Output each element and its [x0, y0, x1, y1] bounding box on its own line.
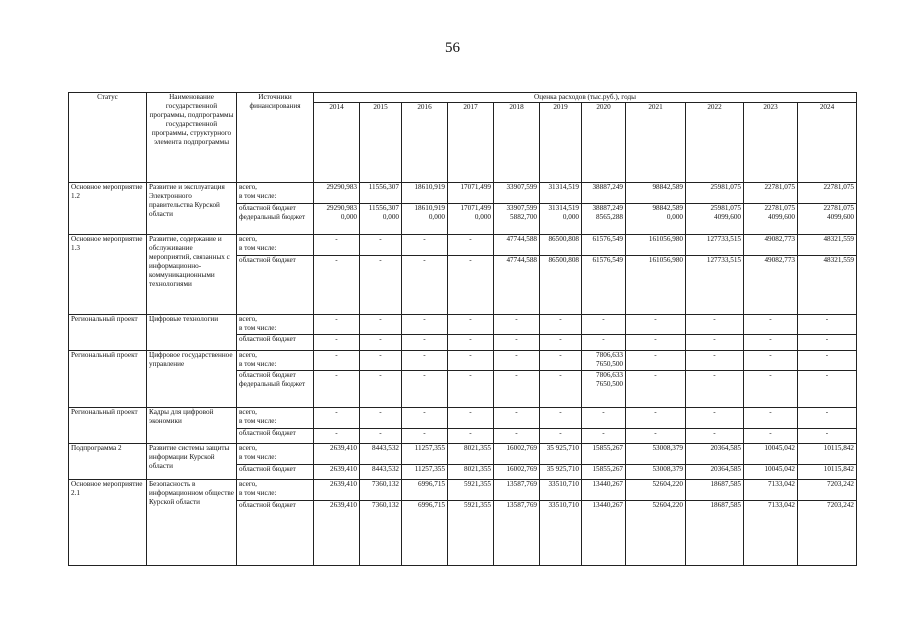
value-cell: 13440,267: [582, 500, 626, 565]
value-cell: -: [402, 371, 448, 408]
row-name: Цифровое государственное управление: [147, 350, 237, 408]
value-cell: -: [494, 428, 540, 443]
value-cell: -: [540, 408, 582, 429]
value-cell: 7360,132: [360, 500, 402, 565]
table-row: [69, 444, 857, 465]
value-cell: -: [314, 350, 360, 371]
value-cell: 22781,075: [798, 183, 857, 204]
value-cell: -: [798, 428, 857, 443]
value-cell: 29290,983 0,000: [314, 203, 360, 235]
value-cell: -: [744, 428, 798, 443]
value-cell: 48321,559: [798, 255, 857, 314]
value-cell: -: [744, 408, 798, 429]
value-cell: 18687,585: [686, 479, 744, 500]
value-cell: 10045,042: [744, 464, 798, 479]
value-cell: 18687,585: [686, 500, 744, 565]
value-cell: 10115,842: [798, 464, 857, 479]
value-cell: 5921,355: [448, 479, 494, 500]
row-status: Основное мероприятие 1.2: [69, 183, 147, 235]
value-cell: -: [540, 314, 582, 335]
value-cell: -: [626, 408, 686, 429]
value-cell: -: [314, 235, 360, 256]
value-cell: -: [540, 335, 582, 350]
value-cell: 38887,249: [582, 183, 626, 204]
value-cell: -: [360, 314, 402, 335]
row-source: всего, в том числе:: [237, 479, 314, 500]
value-cell: -: [626, 314, 686, 335]
value-cell: 25981,075: [686, 183, 744, 204]
value-cell: 7133,042: [744, 500, 798, 565]
value-cell: 52604,220: [626, 500, 686, 565]
header-year: 2021: [626, 103, 686, 183]
value-cell: 10045,042: [744, 444, 798, 465]
row-source: областной бюджет: [237, 500, 314, 565]
table-row: [69, 408, 857, 429]
value-cell: 33907,599: [494, 183, 540, 204]
table-row: [69, 235, 857, 256]
row-source: всего, в том числе:: [237, 314, 314, 335]
row-source: всего, в том числе:: [237, 183, 314, 204]
header-year: 2022: [686, 103, 744, 183]
value-cell: 29290,983: [314, 183, 360, 204]
value-cell: -: [494, 314, 540, 335]
value-cell: -: [686, 428, 744, 443]
value-cell: -: [402, 255, 448, 314]
value-cell: 8443,532: [360, 464, 402, 479]
value-cell: -: [448, 335, 494, 350]
value-cell: -: [448, 235, 494, 256]
value-cell: 33907,599 5882,700: [494, 203, 540, 235]
row-status: Основное мероприятие 1.3: [69, 235, 147, 314]
value-cell: -: [744, 314, 798, 335]
value-cell: -: [314, 428, 360, 443]
value-cell: -: [360, 335, 402, 350]
value-cell: 52604,220: [626, 479, 686, 500]
header-sources: Источники финансирования: [237, 93, 314, 183]
value-cell: 13440,267: [582, 479, 626, 500]
value-cell: 22781,075 4099,600: [744, 203, 798, 235]
header-year: 2018: [494, 103, 540, 183]
table-row: [69, 183, 857, 204]
value-cell: -: [626, 371, 686, 408]
value-cell: -: [360, 428, 402, 443]
value-cell: 20364,585: [686, 444, 744, 465]
value-cell: -: [402, 235, 448, 256]
value-cell: -: [448, 350, 494, 371]
value-cell: 127733,515: [686, 255, 744, 314]
value-cell: -: [582, 335, 626, 350]
value-cell: 7806,633 7650,500: [582, 350, 626, 371]
value-cell: 15855,267: [582, 464, 626, 479]
header-year: 2019: [540, 103, 582, 183]
value-cell: 2639,410: [314, 479, 360, 500]
value-cell: -: [448, 314, 494, 335]
value-cell: 8021,355: [448, 464, 494, 479]
value-cell: 11556,307 0,000: [360, 203, 402, 235]
value-cell: -: [686, 314, 744, 335]
value-cell: -: [540, 371, 582, 408]
value-cell: 35 925,710: [540, 444, 582, 465]
value-cell: 98842,589 0,000: [626, 203, 686, 235]
header-year: 2016: [402, 103, 448, 183]
value-cell: -: [494, 371, 540, 408]
value-cell: -: [686, 408, 744, 429]
value-cell: 11257,355: [402, 444, 448, 465]
value-cell: -: [402, 314, 448, 335]
value-cell: 53008,379: [626, 444, 686, 465]
value-cell: 6996,715: [402, 500, 448, 565]
header-year: 2024: [798, 103, 857, 183]
value-cell: 18610,919: [402, 183, 448, 204]
value-cell: -: [798, 408, 857, 429]
value-cell: -: [540, 428, 582, 443]
value-cell: -: [360, 255, 402, 314]
value-cell: 16002,769: [494, 444, 540, 465]
value-cell: 61576,549: [582, 235, 626, 256]
row-name: Безопасность в информационном обществе Курской области: [147, 479, 237, 565]
row-name: Развитие и эксплуатация Электронного правительства Курской области: [147, 183, 237, 235]
row-status: Региональный проект: [69, 314, 147, 350]
value-cell: 161056,980: [626, 235, 686, 256]
value-cell: -: [686, 350, 744, 371]
value-cell: -: [582, 314, 626, 335]
value-cell: -: [314, 408, 360, 429]
row-status: Региональный проект: [69, 350, 147, 408]
value-cell: -: [626, 335, 686, 350]
value-cell: 7203,242: [798, 500, 857, 565]
value-cell: 6996,715: [402, 479, 448, 500]
value-cell: 2639,410: [314, 500, 360, 565]
value-cell: -: [798, 314, 857, 335]
table-row: [69, 314, 857, 335]
value-cell: -: [798, 335, 857, 350]
value-cell: -: [360, 235, 402, 256]
value-cell: 48321,559: [798, 235, 857, 256]
row-source: областной бюджет: [237, 255, 314, 314]
value-cell: 31314,519: [540, 183, 582, 204]
value-cell: 33510,710: [540, 500, 582, 565]
row-name: Цифровые технологии: [147, 314, 237, 350]
row-source: областной бюджет федеральный бюджет: [237, 203, 314, 235]
value-cell: 49082,773: [744, 255, 798, 314]
row-name: Развитие системы защиты информации Курской области: [147, 444, 237, 480]
row-source: областной бюджет федеральный бюджет: [237, 371, 314, 408]
value-cell: -: [626, 350, 686, 371]
value-cell: 22781,075: [744, 183, 798, 204]
value-cell: 22781,075 4099,600: [798, 203, 857, 235]
value-cell: -: [314, 255, 360, 314]
value-cell: -: [314, 314, 360, 335]
header-estimate: Оценка расходов (тыс.руб.), годы: [314, 93, 857, 103]
row-name: Развитие, содержание и обслуживание мероприятий, связанных с информационно-коммуникационными технологиями: [147, 235, 237, 314]
row-source: областной бюджет: [237, 335, 314, 350]
value-cell: 11556,307: [360, 183, 402, 204]
value-cell: 10115,842: [798, 444, 857, 465]
header-year: 2015: [360, 103, 402, 183]
value-cell: -: [494, 350, 540, 371]
value-cell: 17071,499 0,000: [448, 203, 494, 235]
value-cell: -: [582, 428, 626, 443]
value-cell: 17071,499: [448, 183, 494, 204]
row-status: Региональный проект: [69, 408, 147, 444]
value-cell: -: [686, 371, 744, 408]
value-cell: 7806,633 7650,500: [582, 371, 626, 408]
value-cell: -: [402, 428, 448, 443]
value-cell: 20364,585: [686, 464, 744, 479]
header-year: 2017: [448, 103, 494, 183]
header-status: Статус: [69, 93, 147, 183]
value-cell: 98842,589: [626, 183, 686, 204]
value-cell: -: [360, 371, 402, 408]
budget-table: [68, 92, 857, 566]
value-cell: 61576,549: [582, 255, 626, 314]
page-number: 56: [445, 40, 460, 56]
value-cell: 2639,410: [314, 464, 360, 479]
header-year: 2014: [314, 103, 360, 183]
value-cell: 8021,355: [448, 444, 494, 465]
value-cell: 15855,267: [582, 444, 626, 465]
row-source: всего, в том числе:: [237, 408, 314, 429]
table-row: [69, 479, 857, 500]
value-cell: -: [402, 350, 448, 371]
value-cell: 2639,410: [314, 444, 360, 465]
row-name: Кадры для цифровой экономики: [147, 408, 237, 444]
value-cell: 49082,773: [744, 235, 798, 256]
row-source: всего, в том числе:: [237, 350, 314, 371]
row-status: Подпрограмма 2: [69, 444, 147, 480]
header-name: Наименование государственной программы, подпрограммы государственной программы, структурного элемента подпрограммы: [147, 93, 237, 183]
value-cell: -: [314, 335, 360, 350]
value-cell: 8443,532: [360, 444, 402, 465]
value-cell: -: [494, 408, 540, 429]
value-cell: 33510,710: [540, 479, 582, 500]
value-cell: -: [744, 335, 798, 350]
value-cell: 13587,769: [494, 500, 540, 565]
value-cell: -: [744, 371, 798, 408]
value-cell: -: [744, 350, 798, 371]
value-cell: 7360,132: [360, 479, 402, 500]
value-cell: 161056,980: [626, 255, 686, 314]
value-cell: 13587,769: [494, 479, 540, 500]
value-cell: -: [686, 335, 744, 350]
value-cell: -: [582, 408, 626, 429]
value-cell: 5921,355: [448, 500, 494, 565]
value-cell: -: [798, 371, 857, 408]
table-row: [69, 350, 857, 371]
value-cell: -: [448, 255, 494, 314]
value-cell: -: [402, 335, 448, 350]
value-cell: -: [314, 371, 360, 408]
value-cell: 35 925,710: [540, 464, 582, 479]
header-year: 2020: [582, 103, 626, 183]
value-cell: -: [360, 350, 402, 371]
value-cell: -: [360, 408, 402, 429]
row-source: всего, в том числе:: [237, 444, 314, 465]
value-cell: -: [798, 350, 857, 371]
value-cell: 31314,519 0,000: [540, 203, 582, 235]
value-cell: 16002,769: [494, 464, 540, 479]
value-cell: -: [494, 335, 540, 350]
row-source: областной бюджет: [237, 428, 314, 443]
value-cell: -: [540, 350, 582, 371]
header-year: 2023: [744, 103, 798, 183]
value-cell: 25981,075 4099,600: [686, 203, 744, 235]
value-cell: -: [402, 408, 448, 429]
value-cell: 47744,588: [494, 255, 540, 314]
value-cell: 86500,808: [540, 255, 582, 314]
value-cell: 11257,355: [402, 464, 448, 479]
value-cell: -: [448, 408, 494, 429]
value-cell: -: [626, 428, 686, 443]
value-cell: 7133,042: [744, 479, 798, 500]
value-cell: 127733,515: [686, 235, 744, 256]
value-cell: 47744,588: [494, 235, 540, 256]
row-status: Основное мероприятие 2.1: [69, 479, 147, 565]
value-cell: 18610,919 0,000: [402, 203, 448, 235]
value-cell: -: [448, 428, 494, 443]
value-cell: 38887,249 8565,288: [582, 203, 626, 235]
value-cell: -: [448, 371, 494, 408]
value-cell: 53008,379: [626, 464, 686, 479]
value-cell: 86500,808: [540, 235, 582, 256]
value-cell: 7203,242: [798, 479, 857, 500]
row-source: всего, в том числе:: [237, 235, 314, 256]
row-source: областной бюджет: [237, 464, 314, 479]
